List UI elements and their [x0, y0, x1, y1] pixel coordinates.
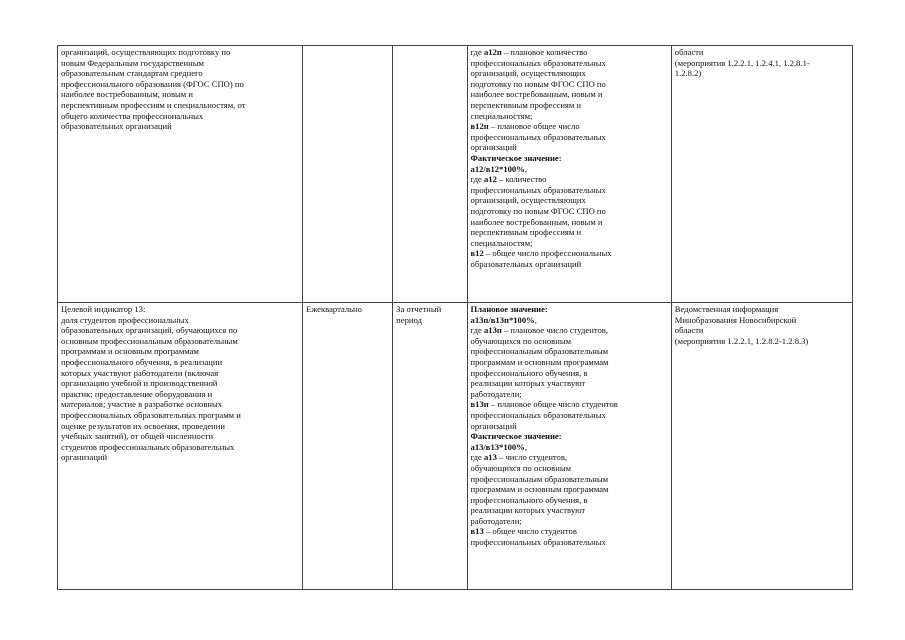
- text-segment: работодатели;: [470, 515, 522, 526]
- text-line: За отчетный: [396, 304, 442, 314]
- text-segment: ,: [524, 163, 527, 174]
- text-line: организаций, осуществляющих подготовку по: [61, 47, 231, 57]
- formula-line: [471, 399, 668, 410]
- text-segment: – число студентов,: [496, 452, 568, 463]
- formula-line: [471, 238, 668, 249]
- formula-line: [471, 357, 668, 368]
- text-line: 1.2.8.2): [674, 68, 702, 79]
- bold-term: в12п: [470, 121, 489, 132]
- periodicity-cell: [303, 46, 393, 303]
- text-line: образовательных организаций: [61, 121, 172, 132]
- text-line: области: [674, 47, 704, 57]
- text-line: учебных занятий), от общей численности: [61, 431, 214, 442]
- text-line: организацию учебной и производственной: [61, 378, 218, 389]
- indicator-cell: [58, 46, 303, 303]
- formula-line: [471, 142, 668, 153]
- text-segment: – общее число студентов: [483, 526, 577, 537]
- bold-term: Фактическое значение:: [470, 431, 562, 442]
- formula-line: [471, 304, 668, 315]
- text-segment: – плановое общее число: [488, 121, 580, 132]
- bold-term: Фактическое значение:: [470, 152, 562, 163]
- formula-line: [471, 132, 668, 143]
- formula-line: [471, 227, 668, 238]
- text-segment: организаций, осуществляющих: [470, 195, 586, 206]
- formula-line: [471, 111, 668, 122]
- text-segment: – общее число профессиональных: [483, 248, 612, 259]
- bold-term: а13п/в13п*100%: [470, 314, 535, 325]
- text-segment: программам и основным программам: [470, 484, 609, 495]
- text-segment: профессиональных образовательных: [470, 409, 606, 420]
- formula-line: [471, 195, 668, 206]
- text-line: образовательных организаций, обучающихся по: [61, 325, 238, 336]
- text-line: оценке результатов их освоения, проведении: [61, 420, 225, 431]
- bold-term: в13п: [470, 399, 489, 410]
- formula-line: [471, 325, 668, 336]
- text-line: образовательным стандартам среднего: [61, 68, 203, 79]
- text-line: основным профессиональным образовательным: [61, 335, 238, 346]
- text-segment: профессиональных образовательных: [470, 131, 606, 142]
- text-segment: профессионального обучения, в: [470, 367, 588, 378]
- formula-cell: [467, 303, 671, 590]
- bold-term: в13: [470, 526, 484, 537]
- text-line: период: [396, 314, 422, 325]
- text-segment: профессиональных образовательных: [470, 57, 606, 68]
- formula-line: [471, 484, 668, 495]
- formula-line: [471, 516, 668, 527]
- text-segment: программам и основным программам: [470, 356, 609, 367]
- text-segment: где: [470, 452, 484, 463]
- formula-line: [471, 463, 668, 474]
- bold-term: а13: [483, 452, 497, 463]
- formula-line: [471, 174, 668, 185]
- formula-line: [471, 315, 668, 326]
- formula-line: [471, 248, 668, 259]
- text-segment: ,: [534, 314, 537, 325]
- text-segment: профессионального обучения, в: [470, 494, 588, 505]
- formula-line: [471, 259, 668, 270]
- text-segment: где: [470, 174, 484, 185]
- formula-line: [471, 79, 668, 90]
- text-segment: где: [470, 325, 484, 336]
- formula-cell: [467, 46, 671, 303]
- text-segment: организаций: [470, 420, 517, 431]
- text-line: которых участвуют работодатели (включая: [61, 367, 219, 378]
- text-segment: профессиональных образовательных: [470, 537, 606, 548]
- text-segment: подготовку по новым ФГОС СПО по: [470, 78, 606, 89]
- text-line: новым Федеральным государственным: [61, 57, 204, 68]
- formula-line: [471, 58, 668, 69]
- text-segment: специальностям;: [470, 237, 533, 248]
- bold-term: а13п: [483, 325, 502, 336]
- bold-term: а12: [483, 174, 497, 185]
- formula-line: [471, 537, 668, 548]
- data-source-cell: [671, 303, 852, 590]
- text-segment: – плановое количество: [501, 47, 588, 57]
- bold-term: в12: [470, 248, 484, 259]
- reporting-period-cell: [393, 46, 467, 303]
- text-segment: – количество: [496, 174, 547, 185]
- formula-line: [471, 89, 668, 100]
- text-line: общего количества профессиональных: [61, 110, 204, 121]
- bold-term: а13/в13*100%: [470, 441, 525, 452]
- formula-line: [471, 505, 668, 516]
- formula-line: [471, 217, 668, 228]
- text-segment: – плановое число студентов,: [501, 325, 608, 336]
- formula-line: [471, 100, 668, 111]
- bold-term: а12/в12*100%: [470, 163, 525, 174]
- formula-line: [471, 526, 668, 537]
- formula-line: [471, 474, 668, 485]
- text-line: доля студентов профессиональных: [61, 314, 189, 325]
- text-segment: где: [470, 47, 484, 57]
- text-line: (мероприятия 1.2.2.1, 1.2.4.1, 1.2.8.1-: [674, 57, 810, 68]
- reporting-period-cell: [393, 303, 467, 590]
- text-line: области: [674, 325, 704, 336]
- text-segment: реализации которых участвуют: [470, 378, 586, 389]
- formula-line: [471, 164, 668, 175]
- text-line: программам и основным программам: [61, 346, 199, 357]
- indicator-cell: [58, 303, 303, 590]
- formula-line: [471, 185, 668, 196]
- text-segment: специальностям;: [470, 110, 533, 121]
- text-segment: профессиональным образовательным: [470, 473, 609, 484]
- text-segment: наиболее востребованным, новым и: [470, 216, 603, 227]
- indicators-table: [57, 45, 853, 590]
- text-segment: обучающихся по основным: [470, 462, 572, 473]
- text-segment: подготовку по новым ФГОС СПО по: [470, 205, 606, 216]
- text-segment: обучающихся по основным: [470, 335, 572, 346]
- text-line: профессионального образования (ФГОС СПО) по: [61, 78, 244, 89]
- formula-line: [471, 153, 668, 164]
- text-line: Целевой индикатор 13:: [61, 304, 146, 314]
- text-segment: – плановое общее число студентов: [488, 399, 618, 410]
- text-segment: работодатели;: [470, 388, 522, 399]
- text-segment: перспективным профессиям и: [470, 99, 582, 110]
- formula-line: [471, 410, 668, 421]
- text-segment: образовательных организаций: [470, 258, 582, 269]
- formula-line: [471, 346, 668, 357]
- text-segment: организаций: [470, 142, 517, 153]
- text-segment: организаций, осуществляющих: [470, 68, 586, 79]
- data-source-cell: [671, 46, 852, 303]
- formula-line: [471, 452, 668, 463]
- bold-term: Плановое значение:: [470, 304, 548, 314]
- text-line: наиболее востребованным, новым и: [61, 89, 193, 100]
- text-segment: реализации которых участвуют: [470, 505, 586, 516]
- text-line: перспективным профессиям и специальностям, от: [61, 99, 246, 110]
- text-line: студентов профессиональных образовательных: [61, 441, 235, 452]
- formula-line: [471, 336, 668, 347]
- formula-line: [471, 389, 668, 400]
- table-row: [58, 46, 853, 303]
- formula-line: [471, 368, 668, 379]
- formula-line: [471, 431, 668, 442]
- formula-line: [471, 47, 668, 58]
- formula-line: [471, 206, 668, 217]
- formula-line: [471, 378, 668, 389]
- text-segment: наиболее востребованным, новым и: [470, 89, 603, 100]
- text-line: практик; предоставление оборудования и: [61, 388, 213, 399]
- formula-line: [471, 495, 668, 506]
- text-segment: перспективным профессиям и: [470, 227, 582, 238]
- text-segment: ,: [524, 441, 527, 452]
- text-line: профессиональных образовательных программ и: [61, 409, 241, 420]
- text-line: Ведомственная информация: [674, 304, 779, 314]
- table-row: [58, 303, 853, 590]
- text-line: Минобразования Новосибирской: [674, 314, 797, 325]
- periodicity-cell: Ежеквартально: [303, 303, 393, 590]
- formula-line: [471, 68, 668, 79]
- formula-line: [471, 442, 668, 453]
- formula-line: [471, 421, 668, 432]
- text-segment: профессиональных образовательных: [470, 184, 606, 195]
- text-line: материалов; участие в разработке основных: [61, 399, 223, 410]
- text-segment: профессиональным образовательным: [470, 346, 609, 357]
- text-line: организаций: [61, 452, 108, 463]
- text-line: (мероприятия 1.2.2.1, 1.2.8.2-1.2.8.3): [674, 335, 809, 346]
- formula-line: [471, 121, 668, 132]
- text-line: профессионального обучения, в реализации: [61, 356, 223, 367]
- bold-term: а12п: [483, 47, 502, 57]
